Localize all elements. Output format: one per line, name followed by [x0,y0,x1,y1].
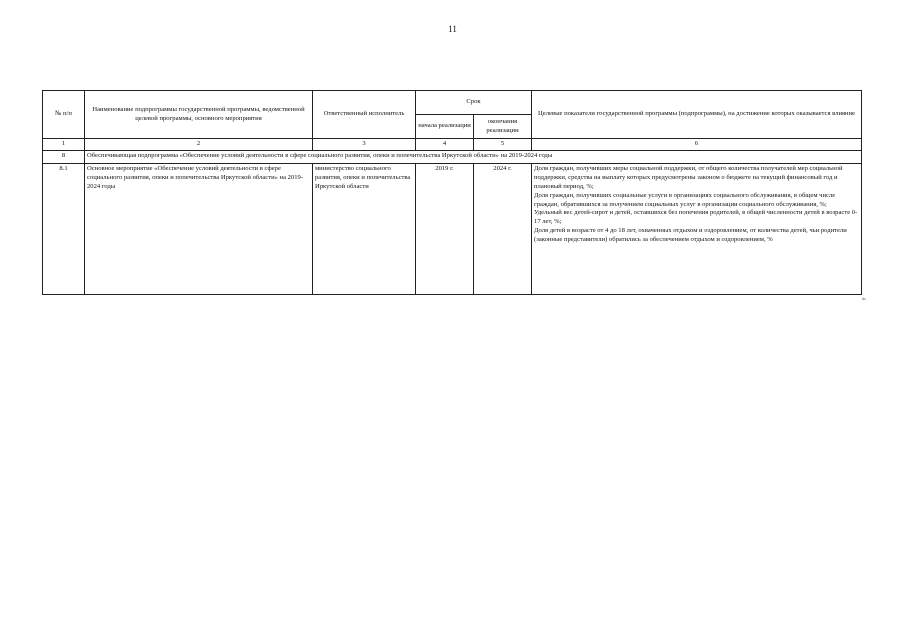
column-numbers-row [43,139,862,151]
column-number: 6 [532,139,862,151]
header-name: Наименование подпрограммы государственной программы, ведомственной целевой программы, основного мероприятия [85,91,313,139]
row-start: 2019 г. [416,164,474,295]
header-executor: Ответственный исполнитель [313,91,416,139]
section-title: Обеспечивающая подпрограмма «Обеспечение условий деятельности в сфере социального развития, опеки и попечительства Иркутской области» на 2019-2024 годы [85,151,862,164]
column-number: 1 [43,139,85,151]
row-number: 8.1 [43,164,85,295]
row-name: Основное мероприятие «Обеспечение условий деятельности в сфере социального развития, опеки и попечительства Иркутской области» на 2019-2024 годы [85,164,313,295]
section-number: 8 [43,151,85,164]
closing-quote-mark: ». [862,296,867,302]
header-start: начала реализации [416,115,474,139]
header-term: Срок [416,91,532,115]
table-row [43,164,862,295]
column-number: 5 [474,139,532,151]
program-table [42,90,862,295]
header-indicators: Целевые показатели государственной программы (подпрограммы), на достижение которых оказывается влияние [532,91,862,139]
row-executor: министерство социального развития, опеки и попечительства Иркутской области [313,164,416,295]
indicator-item: Доля детей в возрасте от 4 до 18 лет, охваченных отдыхом и оздоровлением, от количества детей, чьи родители (законные представители) обратились за обеспечением отдыхом и оздоровлением, % [534,227,847,244]
column-number: 4 [416,139,474,151]
section-row [43,151,862,164]
column-number: 2 [85,139,313,151]
row-indicators [532,164,862,295]
page-number: 11 [448,24,457,34]
indicator-item: Удельный вес детей-сирот и детей, оставшихся без попечения родителей, в общей численности детей в возрасте 0-17 лет, %; [534,209,858,226]
column-number: 3 [313,139,416,151]
indicator-item: Доля граждан, получивших меры социальной поддержки, от общего количества получателей мер социальной поддержки, средства на выплату которых предусмотрены законом о бюджете на текущий финансовый год и плановый период, %; [534,165,843,190]
header-number: № п/п [43,91,85,139]
row-end: 2024 г. [474,164,532,295]
indicator-item: Доля граждан, получивших социальные услуги в организациях социального обслуживания, в общем числе граждан, обратившихся за получением социальных услуг в организации социального обслуживания, %; [534,191,836,208]
header-end: окончания реализации [474,115,532,139]
